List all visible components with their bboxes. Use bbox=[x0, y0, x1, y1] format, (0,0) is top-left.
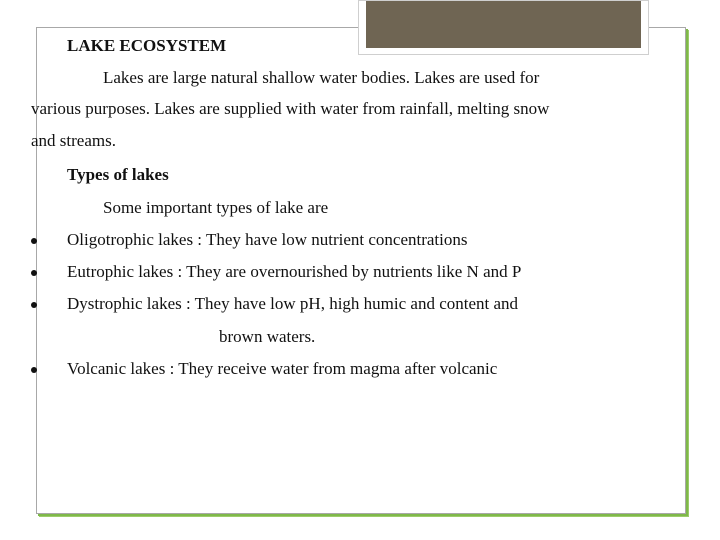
bullet-oligotrophic: Oligotrophic lakes : They have low nutrient concentrations bbox=[67, 230, 468, 249]
bullet-dot bbox=[31, 367, 37, 373]
accent-fill bbox=[366, 1, 641, 48]
bullet-volcanic: Volcanic lakes : They receive water from magma after volcanic bbox=[67, 359, 498, 378]
bullet-eutrophic: Eutrophic lakes : They are overnourished by nutrients like N and P bbox=[67, 262, 522, 281]
bullet-dystrophic: Dystrophic lakes : They have low pH, high humic and content and bbox=[67, 294, 519, 313]
bullet-dot bbox=[31, 238, 37, 244]
page-title: LAKE ECOSYSTEM bbox=[67, 36, 227, 55]
bullet-dystrophic-continuation: brown waters. bbox=[219, 327, 316, 346]
decorative-accent-box bbox=[358, 0, 649, 55]
intro-line-1: Lakes are large natural shallow water bodies. Lakes are used for bbox=[103, 68, 540, 87]
intro-line-3: and streams. bbox=[31, 131, 116, 150]
bullet-dot bbox=[31, 270, 37, 276]
types-intro: Some important types of lake are bbox=[103, 198, 329, 217]
intro-line-2: various purposes. Lakes are supplied with water from rainfall, melting snow bbox=[31, 99, 550, 118]
bullet-dot bbox=[31, 302, 37, 308]
types-heading: Types of lakes bbox=[67, 165, 169, 184]
